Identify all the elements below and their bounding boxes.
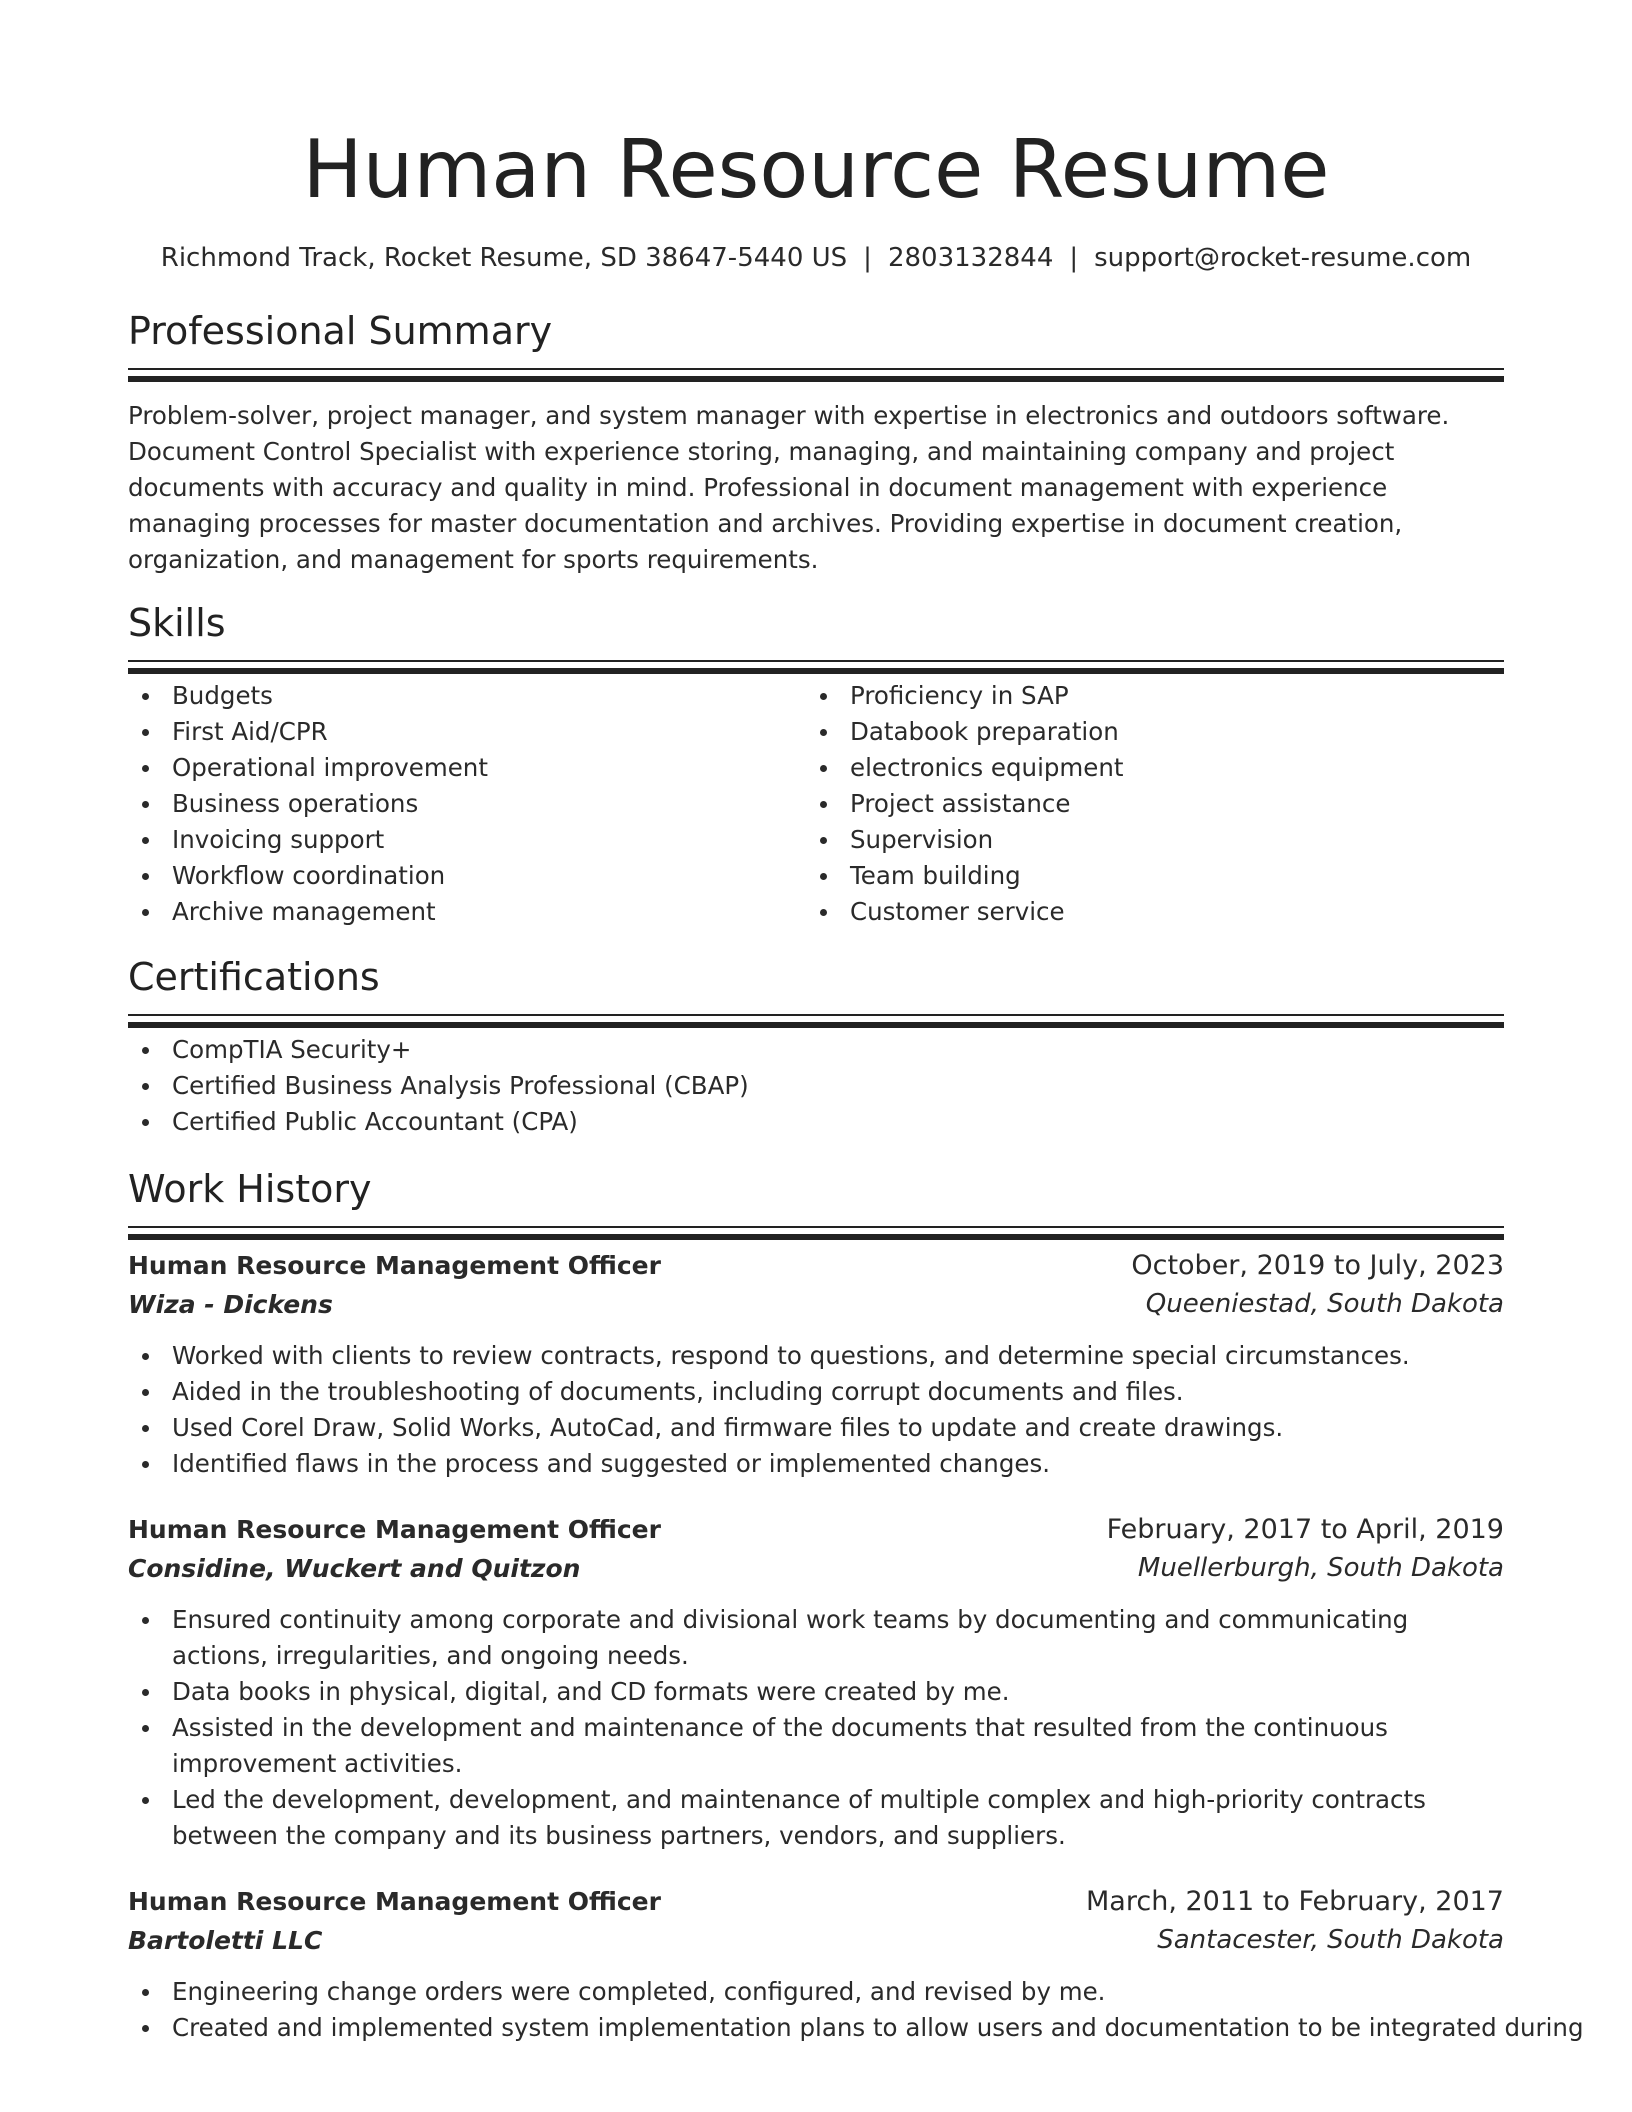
job-bullet: Led the development, development, and maintenance of multiple complex and high-priority contracts between the company and its business partners, vendors, and suppliers.	[128, 1782, 1504, 1854]
job-bullet: Identified flaws in the process and suggested or implemented changes.	[128, 1446, 1504, 1482]
skills-list-right	[806, 678, 1484, 930]
job-bullets	[128, 1602, 1504, 1854]
job-bullet: Aided in the troubleshooting of documents, including corrupt documents and files.	[128, 1374, 1504, 1410]
work-history-section	[128, 1164, 1584, 2046]
job-dates: February, 2017 to April, 2019	[1106, 1514, 1504, 1545]
certifications-section	[128, 952, 1504, 1140]
job-subheader	[128, 1549, 1504, 1588]
certification-item: CompTIA Security+	[128, 1032, 1504, 1068]
job-bullet: Engineering change orders were completed, configured, and revised by me.	[128, 1974, 1504, 2010]
skill-item: Proficiency in SAP	[806, 678, 1484, 714]
skill-item: Project assistance	[806, 786, 1484, 822]
job-header	[128, 1510, 1504, 1549]
skill-item: Invoicing support	[128, 822, 806, 858]
job-location: Santacester, South Dakota	[1157, 1925, 1504, 1955]
resume-page	[128, 0, 1584, 2046]
skill-item: Business operations	[128, 786, 806, 822]
section-title-skills: Skills	[128, 601, 226, 645]
section-title-certifications: Certifications	[128, 955, 380, 999]
section-divider	[128, 1014, 1504, 1016]
section-title-work-history: Work History	[128, 1167, 372, 1211]
contact-separator: |	[1069, 243, 1079, 273]
job-bullets	[128, 1974, 1584, 2046]
job-dates: October, 2019 to July, 2023	[1131, 1250, 1504, 1281]
resume-title: Human Resource Resume	[302, 123, 1330, 216]
job-title: Human Resource Management Officer	[128, 1887, 661, 1916]
job-location: Queeniestad, South Dakota	[1145, 1289, 1504, 1319]
section-title-summary: Professional Summary	[128, 309, 553, 353]
job-bullet: Used Corel Draw, Solid Works, AutoCad, and firmware files to update and create drawings.	[128, 1410, 1504, 1446]
certifications-list	[128, 1032, 1504, 1140]
skills-section	[128, 598, 1504, 930]
skill-item: Supervision	[806, 822, 1484, 858]
skills-list-left	[128, 678, 806, 930]
job-header	[128, 1882, 1504, 1921]
skill-item: Workflow coordination	[128, 858, 806, 894]
contact-address: Richmond Track, Rocket Resume, SD 38647-5440 US	[160, 243, 848, 273]
skill-item: electronics equipment	[806, 750, 1484, 786]
section-divider	[128, 660, 1504, 662]
job-company: Wiza - Dickens	[128, 1290, 333, 1319]
skill-item: First Aid/CPR	[128, 714, 806, 750]
summary-text: Problem-solver, project manager, and system manager with expertise in electronics and outdoors software. Document Control Specialist with experience storing, managing, and maintaining company and project documents with accuracy and quality in mind. Professional in document management with experience managing processes for master documentation and archives. Providing expertise in document creation, organization, and management for sports requirements.	[128, 401, 1450, 574]
skill-item: Customer service	[806, 894, 1484, 930]
skill-item: Team building	[806, 858, 1484, 894]
job-dates: March, 2011 to February, 2017	[1086, 1886, 1504, 1917]
job-subheader	[128, 1921, 1504, 1960]
job-subheader	[128, 1285, 1504, 1324]
contact-separator: |	[863, 243, 872, 273]
job-bullet: Assisted in the development and maintenance of the documents that resulted from the continuous improvement activities.	[128, 1710, 1504, 1782]
skill-item: Operational improvement	[128, 750, 806, 786]
skill-item: Archive management	[128, 894, 806, 930]
contact-line	[128, 240, 1504, 276]
job-entry	[128, 1246, 1504, 1482]
job-bullet: Created and implemented system implementation plans to allow users and documentation to be integrated during	[128, 2010, 1504, 2046]
job-company: Considine, Wuckert and Quitzon	[128, 1554, 581, 1583]
skill-item: Databook preparation	[806, 714, 1484, 750]
job-title: Human Resource Management Officer	[128, 1251, 661, 1280]
section-divider	[128, 1226, 1504, 1228]
job-bullet: Ensured continuity among corporate and divisional work teams by documenting and communicating actions, irregularities, and ongoing needs.	[128, 1602, 1504, 1674]
job-entry	[128, 1882, 1584, 2046]
contact-email: support@rocket-resume.com	[1094, 243, 1472, 273]
skill-item: Budgets	[128, 678, 806, 714]
job-company: Bartoletti LLC	[128, 1926, 323, 1955]
contact-phone: 2803132844	[887, 243, 1054, 273]
job-entry	[128, 1510, 1504, 1854]
certification-item: Certified Public Accountant (CPA)	[128, 1104, 1504, 1140]
job-location: Muellerburgh, South Dakota	[1137, 1553, 1504, 1583]
job-bullet: Data books in physical, digital, and CD formats were created by me.	[128, 1674, 1504, 1710]
skills-columns	[128, 678, 1504, 930]
job-title: Human Resource Management Officer	[128, 1515, 661, 1544]
job-header	[128, 1246, 1504, 1285]
summary-section	[128, 306, 1504, 578]
job-bullet: Worked with clients to review contracts, respond to questions, and determine special circumstances.	[128, 1338, 1504, 1374]
certification-item: Certified Business Analysis Professional (CBAP)	[128, 1068, 1504, 1104]
job-bullets	[128, 1338, 1504, 1482]
section-divider	[128, 368, 1504, 370]
